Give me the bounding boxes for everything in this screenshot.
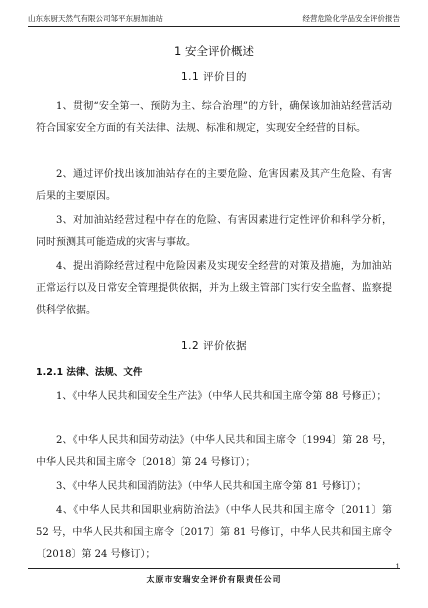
purpose-paragraph-4: 4、提出消除经营过程中危险因素及实现安全经营的对策及措施，为加油站正常运行以及日常安全管理提供依据，并为上级主管部门实行安全监督、监察提供科学依据。 (36, 261, 392, 316)
header-left: 山东东厨天然气有限公司邹平东厨加油站 (28, 14, 163, 23)
law-item-4: 4、《中华人民共和国职业病防治法》（中华人民共和国主席令〔2011〕第 52 号，中华人民共和国主席令〔2017〕第 81 号修订，中华人民共和国主席令〔2018〕第 24 号修订）； (36, 505, 392, 560)
law-item-1: 1、《中华人民共和国安全生产法》（中华人民共和国主席令第 88 号修正）； (56, 391, 387, 402)
law-item-3: 3、《中华人民共和国消防法》（中华人民共和国主席令第 81 号修订）； (56, 481, 367, 492)
page-number: 1 (395, 563, 400, 571)
header-right: 经营危险化学品安全评价报告 (302, 14, 400, 23)
purpose-paragraph-2: 2、通过评价找出该加油站存在的主要危险、危害因素及其产生危险、有害后果的主要原因。 (36, 169, 392, 202)
subsection-title-laws: 1.2.1 法律、法规、文件 (36, 367, 143, 378)
purpose-paragraph-3: 3、对加油站经营过程中存在的危险、有害因素进行定性评价和科学分析，同时预测其可能造成的灾害与事故。 (36, 215, 392, 248)
header-rule (28, 26, 400, 27)
footer-company: 太原市安瑞安全评价有限责任公司 (146, 574, 282, 584)
chapter-title: 1 安全评价概述 (174, 44, 254, 58)
section-title-basis: 1.2 评价依据 (180, 340, 248, 352)
law-item-2: 2、《中华人民共和国劳动法》（中华人民共和国主席令〔1994〕第 28 号，中华人民共和国主席令〔2018〕第 24 号修订）； (36, 435, 392, 468)
section-title-purpose: 1.1 评价目的 (180, 71, 248, 83)
footer-rule (28, 568, 400, 569)
purpose-paragraph-1: 1、贯彻“安全第一、预防为主、综合治理”的方针，确保该加油站经营活动符合国家安全方面的有关法律、法规、标准和规定，实现安全经营的目标。 (36, 101, 392, 134)
